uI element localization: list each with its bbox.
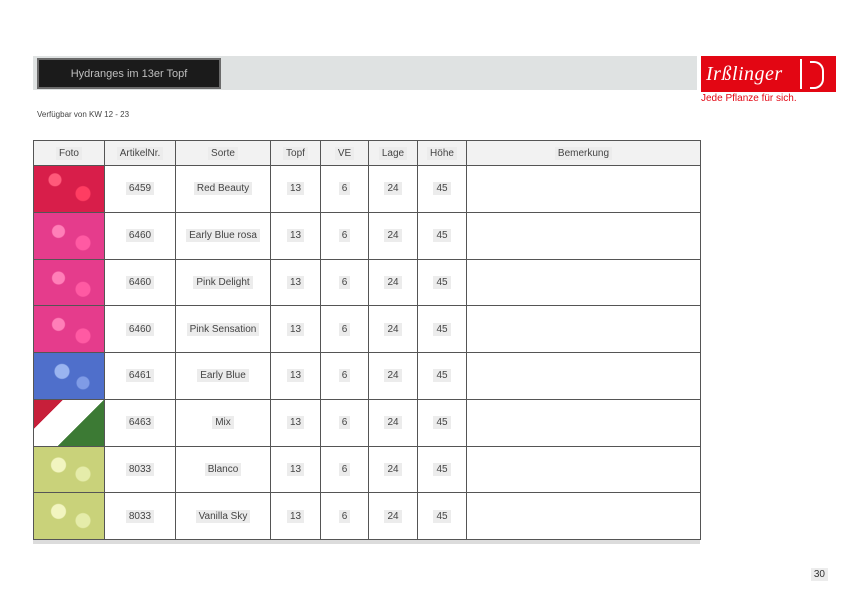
topf-cell: 13: [271, 399, 321, 446]
column-header: Bemerkung: [467, 141, 701, 166]
hoehe-cell: 45: [418, 446, 467, 493]
ve-cell: 6: [321, 259, 369, 306]
artikel-cell: 6460: [105, 306, 176, 353]
column-header: Lage: [369, 141, 418, 166]
hoehe-cell: 45: [418, 166, 467, 213]
flower-photo: [34, 353, 104, 399]
artikel-cell: 6461: [105, 353, 176, 400]
sorte-cell: Early Blue rosa: [176, 212, 271, 259]
column-header: VE: [321, 141, 369, 166]
sorte-cell: Pink Sensation: [176, 306, 271, 353]
flower-photo: [34, 260, 104, 306]
photo-cell: [34, 212, 105, 259]
bemerkung-cell: [467, 212, 701, 259]
lage-cell: 24: [369, 259, 418, 306]
artikel-cell: 6459: [105, 166, 176, 213]
artikel-cell: 8033: [105, 493, 176, 540]
bemerkung-cell: [467, 399, 701, 446]
column-header: Foto: [34, 141, 105, 166]
photo-cell: [34, 446, 105, 493]
lage-cell: 24: [369, 353, 418, 400]
column-header: Sorte: [176, 141, 271, 166]
brand-slogan: Jede Pflanze für sich.: [701, 93, 797, 104]
hoehe-cell: 45: [418, 259, 467, 306]
lage-cell: 24: [369, 166, 418, 213]
table-row: [34, 166, 701, 213]
bemerkung-cell: [467, 306, 701, 353]
sorte-cell: Vanilla Sky: [176, 493, 271, 540]
ve-cell: 6: [321, 493, 369, 540]
lage-cell: 24: [369, 212, 418, 259]
table-row: [34, 306, 701, 353]
table-row: [34, 399, 701, 446]
hoehe-cell: 45: [418, 306, 467, 353]
table-row: [34, 353, 701, 400]
column-header: ArtikelNr.: [105, 141, 176, 166]
photo-cell: [34, 399, 105, 446]
bemerkung-cell: [467, 446, 701, 493]
flower-photo: [34, 306, 104, 352]
ve-cell: 6: [321, 166, 369, 213]
logo-mark-icon: [800, 59, 830, 89]
bemerkung-cell: [467, 493, 701, 540]
bemerkung-cell: [467, 259, 701, 306]
bemerkung-cell: [467, 353, 701, 400]
photo-cell: [34, 259, 105, 306]
topf-cell: 13: [271, 306, 321, 353]
artikel-cell: 6460: [105, 212, 176, 259]
topf-cell: 13: [271, 259, 321, 306]
availability-note: Verfügbar von KW 12 - 23: [37, 110, 130, 119]
ve-cell: 6: [321, 446, 369, 493]
sorte-cell: Pink Delight: [176, 259, 271, 306]
ve-cell: 6: [321, 306, 369, 353]
lage-cell: 24: [369, 399, 418, 446]
hoehe-cell: 45: [418, 212, 467, 259]
sorte-cell: Mix: [176, 399, 271, 446]
photo-cell: [34, 353, 105, 400]
table-row: [34, 493, 701, 540]
topf-cell: 13: [271, 166, 321, 213]
column-header: Topf: [271, 141, 321, 166]
bemerkung-cell: [467, 166, 701, 213]
logo-text: Irßlinger: [706, 62, 783, 85]
ve-cell: 6: [321, 399, 369, 446]
product-table-wrapper: [33, 140, 700, 544]
topf-cell: 13: [271, 493, 321, 540]
sorte-cell: Blanco: [176, 446, 271, 493]
flower-photo: [34, 213, 104, 259]
photo-cell: [34, 306, 105, 353]
photo-cell: [34, 493, 105, 540]
page-number: 30: [811, 568, 828, 581]
flower-photo: [34, 400, 104, 446]
flower-photo: [34, 447, 104, 493]
artikel-cell: 6463: [105, 399, 176, 446]
page-title: Hydranges im 13er Topf: [37, 58, 221, 89]
table-row: [34, 212, 701, 259]
hoehe-cell: 45: [418, 493, 467, 540]
ve-cell: 6: [321, 353, 369, 400]
table-header-row: [34, 141, 701, 166]
table-row: [34, 259, 701, 306]
table-row: [34, 446, 701, 493]
lage-cell: 24: [369, 446, 418, 493]
artikel-cell: 6460: [105, 259, 176, 306]
topf-cell: 13: [271, 212, 321, 259]
photo-cell: [34, 166, 105, 213]
lage-cell: 24: [369, 493, 418, 540]
product-table: [33, 140, 701, 540]
artikel-cell: 8033: [105, 446, 176, 493]
topf-cell: 13: [271, 446, 321, 493]
topf-cell: 13: [271, 353, 321, 400]
flower-photo: [34, 493, 104, 539]
sorte-cell: Early Blue: [176, 353, 271, 400]
hoehe-cell: 45: [418, 353, 467, 400]
ve-cell: 6: [321, 212, 369, 259]
lage-cell: 24: [369, 306, 418, 353]
column-header: Höhe: [418, 141, 467, 166]
hoehe-cell: 45: [418, 399, 467, 446]
sorte-cell: Red Beauty: [176, 166, 271, 213]
flower-photo: [34, 166, 104, 212]
brand-logo: [701, 56, 836, 92]
